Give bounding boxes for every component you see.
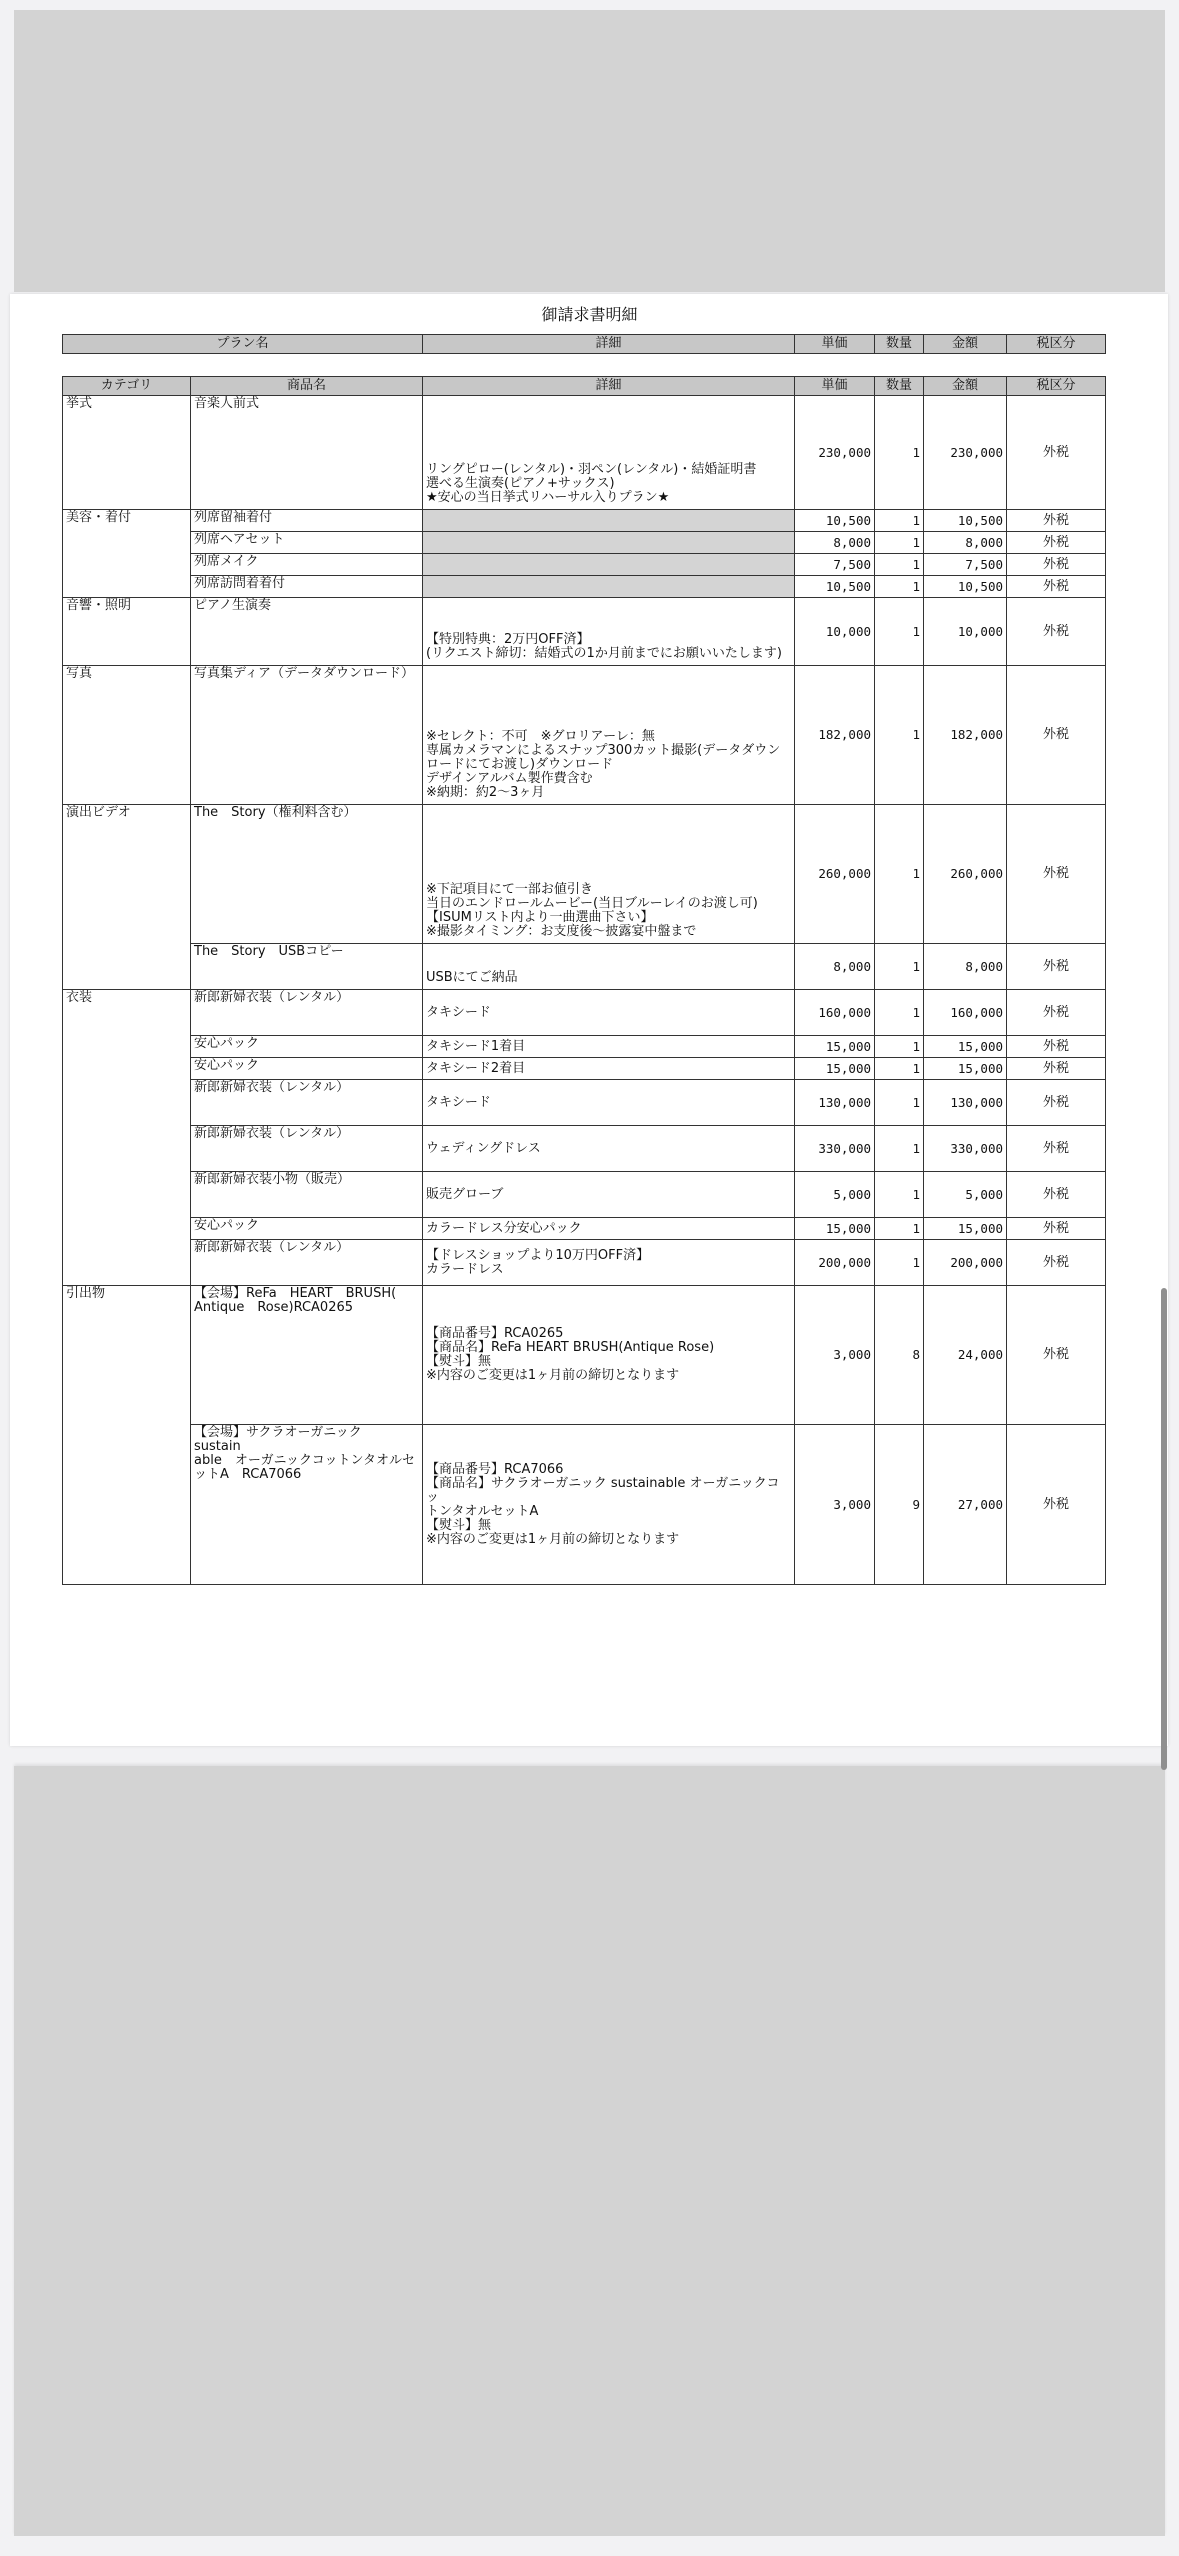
detail-cell: USBにてご納品 [423, 944, 795, 990]
product-name-cell: 安心パック [191, 1036, 423, 1058]
plan-amount-header: 金額 [924, 335, 1007, 354]
amount-cell: 260,000 [924, 805, 1007, 944]
qty-cell: 1 [875, 1126, 924, 1172]
document-title: 御請求書明細 [541, 305, 638, 324]
amount-cell: 330,000 [924, 1126, 1007, 1172]
product-name-cell: 【会場】サクラオーガニック sustain able オーガニックコットンタオルセ ットA RCA7066 [191, 1425, 423, 1585]
product-name-cell: 列席訪問着着付 [191, 576, 423, 598]
amount-cell: 15,000 [924, 1036, 1007, 1058]
tax-type-cell: 外税 [1007, 576, 1106, 598]
tax-type-cell: 外税 [1007, 805, 1106, 944]
unit-price-cell: 8,000 [795, 532, 875, 554]
product-name-cell: 列席留袖着付 [191, 510, 423, 532]
plan-qty-header: 数量 [875, 335, 924, 354]
table-row [63, 805, 1106, 944]
amount-cell: 8,000 [924, 532, 1007, 554]
unit-price-cell: 3,000 [795, 1425, 875, 1585]
product-name-cell: 【会場】ReFa HEART BRUSH( Antique Rose)RCA0265 [191, 1286, 423, 1425]
product-name-cell: 新郎新婦衣装（レンタル） [191, 1240, 423, 1286]
amount-cell: 182,000 [924, 666, 1007, 805]
plan-unit-price-header: 単価 [795, 335, 875, 354]
product-name-cell: 新郎新婦衣装小物（販売） [191, 1172, 423, 1218]
category-cell: 挙式 [63, 396, 191, 510]
unit-price-cell: 7,500 [795, 554, 875, 576]
amount-cell: 7,500 [924, 554, 1007, 576]
qty-cell: 1 [875, 1218, 924, 1240]
qty-cell: 1 [875, 396, 924, 510]
tax-type-cell: 外税 [1007, 944, 1106, 990]
table-row [63, 1036, 1106, 1058]
tax-type-cell: 外税 [1007, 510, 1106, 532]
unit-price-cell: 200,000 [795, 1240, 875, 1286]
qty-header: 数量 [875, 377, 924, 396]
table-row [63, 1172, 1106, 1218]
redacted-detail-cell [423, 510, 795, 532]
qty-cell: 1 [875, 805, 924, 944]
category-cell: 写真 [63, 666, 191, 805]
tax-type-cell: 外税 [1007, 1425, 1106, 1585]
detail-cell: 【ドレスショップより10万円OFF済】 カラードレス [423, 1240, 795, 1286]
table-row [63, 554, 1106, 576]
detail-cell: タキシード [423, 1080, 795, 1126]
amount-cell: 27,000 [924, 1425, 1007, 1585]
amount-cell: 10,500 [924, 576, 1007, 598]
plan-header-table [62, 334, 1106, 354]
tax-type-cell: 外税 [1007, 666, 1106, 805]
amount-cell: 8,000 [924, 944, 1007, 990]
unit-price-cell: 130,000 [795, 1080, 875, 1126]
product-name-cell: The Story（権利料含む） [191, 805, 423, 944]
table-row [63, 510, 1106, 532]
category-cell: 美容・着付 [63, 510, 191, 598]
product-name-cell: 安心パック [191, 1218, 423, 1240]
unit-price-cell: 15,000 [795, 1058, 875, 1080]
qty-cell: 1 [875, 1240, 924, 1286]
detail-cell: ウェディングドレス [423, 1126, 795, 1172]
detail-cell: タキシード1着目 [423, 1036, 795, 1058]
qty-cell: 1 [875, 510, 924, 532]
qty-cell: 1 [875, 1036, 924, 1058]
product-name-cell: 列席メイク [191, 554, 423, 576]
detail-cell: タキシード2着目 [423, 1058, 795, 1080]
detail-cell: リングピロー(レンタル)・羽ペン(レンタル)・結婚証明書 選べる生演奏(ピアノ+サックス) ★安心の当日挙式リハーサル入りプラン★ [423, 396, 795, 510]
category-header: カテゴリ [63, 377, 191, 396]
product-name-cell: 列席ヘアセット [191, 532, 423, 554]
product-name-cell: 新郎新婦衣装（レンタル） [191, 1126, 423, 1172]
table-row [63, 1058, 1106, 1080]
detail-cell: カラードレス分安心パック [423, 1218, 795, 1240]
unit-price-cell: 182,000 [795, 666, 875, 805]
category-cell: 音響・照明 [63, 598, 191, 666]
qty-cell: 1 [875, 576, 924, 598]
invoice-rows [63, 396, 1106, 1585]
unit-price-cell: 260,000 [795, 805, 875, 944]
qty-cell: 1 [875, 1172, 924, 1218]
tax-type-cell: 外税 [1007, 1240, 1106, 1286]
unit-price-cell: 230,000 [795, 396, 875, 510]
previous-page-area [14, 10, 1165, 292]
detail-cell: ※セレクト：不可 ※グロリアーレ：無 専属カメラマンによるスナップ300カット撮影(データダウン ロードにてお渡し)ダウンロード デザインアルバム製作費含む ※納期：約2～3ヶ月 [423, 666, 795, 805]
detail-cell: 販売グローブ [423, 1172, 795, 1218]
redacted-detail-cell [423, 532, 795, 554]
qty-cell: 8 [875, 1286, 924, 1425]
tax-type-cell: 外税 [1007, 1058, 1106, 1080]
tax-type-cell: 外税 [1007, 1286, 1106, 1425]
amount-cell: 24,000 [924, 1286, 1007, 1425]
tax-header: 税区分 [1007, 377, 1106, 396]
detail-cell: 【特別特典：2万円OFF済】 (リクエスト締切：結婚式の1か月前までにお願いいたします) [423, 598, 795, 666]
amount-header: 金額 [924, 377, 1007, 396]
table-row [63, 1126, 1106, 1172]
tax-type-cell: 外税 [1007, 396, 1106, 510]
unit-price-header: 単価 [795, 377, 875, 396]
table-row [63, 396, 1106, 510]
qty-cell: 1 [875, 1080, 924, 1126]
amount-cell: 10,500 [924, 510, 1007, 532]
category-cell: 衣装 [63, 990, 191, 1286]
tax-type-cell: 外税 [1007, 1126, 1106, 1172]
table-row [63, 990, 1106, 1036]
amount-cell: 15,000 [924, 1218, 1007, 1240]
table-row [63, 576, 1106, 598]
product-name-cell: 写真集ディア（データダウンロード） [191, 666, 423, 805]
amount-cell: 200,000 [924, 1240, 1007, 1286]
unit-price-cell: 10,500 [795, 510, 875, 532]
unit-price-cell: 15,000 [795, 1218, 875, 1240]
qty-cell: 1 [875, 598, 924, 666]
plan-detail-header: 詳細 [423, 335, 795, 354]
amount-cell: 160,000 [924, 990, 1007, 1036]
tax-type-cell: 外税 [1007, 532, 1106, 554]
product-name-cell: ピアノ生演奏 [191, 598, 423, 666]
detail-cell: 【商品番号】RCA0265 【商品名】ReFa HEART BRUSH(Antique Rose) 【熨斗】無 ※内容のご変更は1ヶ月前の締切となります [423, 1286, 795, 1425]
table-row [63, 944, 1106, 990]
redacted-detail-cell [423, 554, 795, 576]
category-cell: 引出物 [63, 1286, 191, 1585]
unit-price-cell: 160,000 [795, 990, 875, 1036]
unit-price-cell: 15,000 [795, 1036, 875, 1058]
detail-cell: タキシード [423, 990, 795, 1036]
product-name-cell: 音楽人前式 [191, 396, 423, 510]
tax-type-cell: 外税 [1007, 554, 1106, 576]
unit-price-cell: 10,500 [795, 576, 875, 598]
table-row [63, 666, 1106, 805]
plan-name-header: プラン名 [63, 335, 423, 354]
product-name-cell: 新郎新婦衣装（レンタル） [191, 990, 423, 1036]
product-name-cell: 新郎新婦衣装（レンタル） [191, 1080, 423, 1126]
detail-header: 詳細 [423, 377, 795, 396]
scrollbar-thumb[interactable] [1161, 1288, 1167, 1770]
product-header: 商品名 [191, 377, 423, 396]
unit-price-cell: 10,000 [795, 598, 875, 666]
unit-price-cell: 5,000 [795, 1172, 875, 1218]
amount-cell: 10,000 [924, 598, 1007, 666]
tax-type-cell: 外税 [1007, 1080, 1106, 1126]
tax-type-cell: 外税 [1007, 598, 1106, 666]
amount-cell: 5,000 [924, 1172, 1007, 1218]
table-row [63, 1080, 1106, 1126]
product-name-cell: 安心パック [191, 1058, 423, 1080]
unit-price-cell: 3,000 [795, 1286, 875, 1425]
qty-cell: 1 [875, 666, 924, 805]
unit-price-cell: 8,000 [795, 944, 875, 990]
amount-cell: 15,000 [924, 1058, 1007, 1080]
category-cell: 演出ビデオ [63, 805, 191, 990]
table-row [63, 532, 1106, 554]
table-row [63, 1286, 1106, 1425]
tax-type-cell: 外税 [1007, 1036, 1106, 1058]
table-row [63, 1425, 1106, 1585]
detail-cell: ※下記項目にて一部お値引き 当日のエンドロールムービー(当日ブルーレイのお渡し可) 【ISUMリスト内より一曲選曲下さい】 ※撮影タイミング：お支度後～披露宴中盤まで [423, 805, 795, 944]
invoice-detail-table [62, 376, 1106, 1585]
qty-cell: 1 [875, 944, 924, 990]
table-row [63, 598, 1106, 666]
table-row [63, 1240, 1106, 1286]
next-page-area [14, 1766, 1165, 2536]
qty-cell: 1 [875, 554, 924, 576]
tax-type-cell: 外税 [1007, 1172, 1106, 1218]
amount-cell: 130,000 [924, 1080, 1007, 1126]
qty-cell: 1 [875, 532, 924, 554]
qty-cell: 9 [875, 1425, 924, 1585]
amount-cell: 230,000 [924, 396, 1007, 510]
plan-tax-header: 税区分 [1007, 335, 1106, 354]
detail-cell: 【商品番号】RCA7066 【商品名】サクラオーガニック sustainable オーガニックコッ トンタオルセットA 【熨斗】無 ※内容のご変更は1ヶ月前の締切となります [423, 1425, 795, 1585]
unit-price-cell: 330,000 [795, 1126, 875, 1172]
qty-cell: 1 [875, 990, 924, 1036]
tax-type-cell: 外税 [1007, 990, 1106, 1036]
tax-type-cell: 外税 [1007, 1218, 1106, 1240]
product-name-cell: The Story USBコピー [191, 944, 423, 990]
table-row [63, 1218, 1106, 1240]
redacted-detail-cell [423, 576, 795, 598]
qty-cell: 1 [875, 1058, 924, 1080]
